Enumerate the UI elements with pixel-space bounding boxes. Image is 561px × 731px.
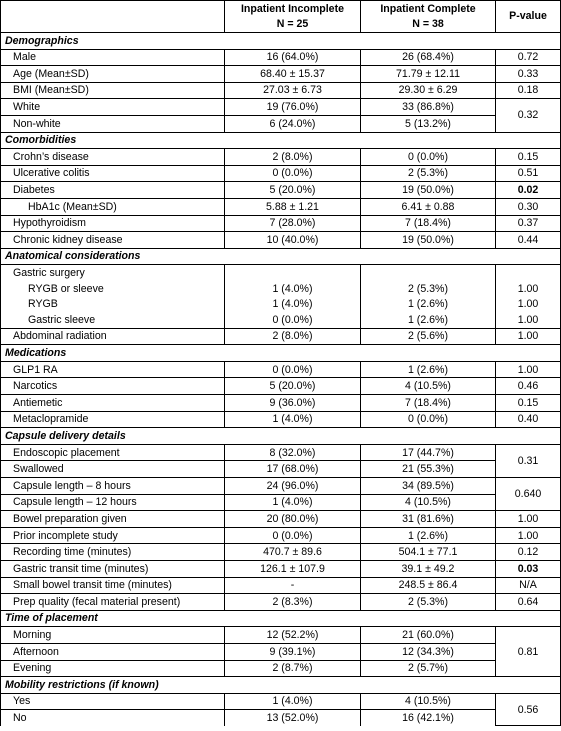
row-label: Narcotics	[1, 378, 225, 395]
incomplete-value: 2 (8.7%)	[225, 660, 361, 677]
row-label: Recording time (minutes)	[1, 544, 225, 561]
row-length-12h	[1, 494, 561, 511]
header-pvalue: P-value	[496, 1, 561, 33]
section-label: Anatomical considerations	[1, 248, 561, 265]
row-label: Chronic kidney disease	[1, 232, 225, 249]
row-label: Non-white	[1, 115, 225, 132]
complete-value: 1 (2.6%)	[361, 312, 496, 328]
section-comorbidities	[1, 132, 561, 149]
row-small-bowel-transit	[1, 577, 561, 594]
row-gastric-transit	[1, 561, 561, 578]
section-label: Capsule delivery details	[1, 428, 561, 445]
row-label: Antiemetic	[1, 395, 225, 412]
row-label: HbA1c (Mean±SD)	[1, 198, 225, 215]
incomplete-value: 1 (4.0%)	[225, 693, 361, 710]
row-label: Gastric surgery	[1, 265, 225, 281]
complete-value: 0 (0.0%)	[361, 149, 496, 166]
p-value: 1.00	[496, 281, 561, 297]
incomplete-value: 5.88 ± 1.21	[225, 198, 361, 215]
complete-value: 17 (44.7%)	[361, 444, 496, 461]
row-male	[1, 49, 561, 66]
row-prep-quality	[1, 594, 561, 611]
complete-value: 31 (81.6%)	[361, 511, 496, 528]
complete-value: 2 (5.3%)	[361, 594, 496, 611]
incomplete-value: 27.03 ± 6.73	[225, 82, 361, 99]
row-label: Ulcerative colitis	[1, 165, 225, 182]
p-value: 0.40	[496, 411, 561, 428]
header-incomplete	[225, 1, 361, 33]
complete-value: 248.5 ± 86.4	[361, 577, 496, 594]
row-label: Metaclopramide	[1, 411, 225, 428]
incomplete-value: 5 (20.0%)	[225, 182, 361, 199]
incomplete-value: 1 (4.0%)	[225, 494, 361, 511]
row-endoscopic	[1, 444, 561, 461]
p-value: 0.03	[496, 561, 561, 578]
row-hypothyroidism	[1, 215, 561, 232]
complete-value: 34 (89.5%)	[361, 478, 496, 495]
incomplete-value: 9 (36.0%)	[225, 395, 361, 412]
incomplete-value: 1 (4.0%)	[225, 281, 361, 297]
row-gastric-sleeve	[1, 312, 561, 328]
complete-value: 21 (55.3%)	[361, 461, 496, 478]
complete-value: 71.79 ± 12.11	[361, 66, 496, 83]
p-value: 0.56	[496, 693, 561, 726]
complete-value: 16 (42.1%)	[361, 710, 496, 726]
section-medications	[1, 345, 561, 362]
section-label: Demographics	[1, 33, 561, 50]
complete-value: 5 (13.2%)	[361, 115, 496, 132]
p-value: 0.15	[496, 395, 561, 412]
complete-value: 4 (10.5%)	[361, 494, 496, 511]
row-label: Bowel preparation given	[1, 511, 225, 528]
incomplete-value: 126.1 ± 107.9	[225, 561, 361, 578]
incomplete-value: 7 (28.0%)	[225, 215, 361, 232]
row-nonwhite	[1, 115, 561, 132]
row-bowel-prep	[1, 511, 561, 528]
incomplete-value: -	[225, 577, 361, 594]
header-incomplete-n: N = 25	[276, 17, 309, 30]
incomplete-value: 0 (0.0%)	[225, 165, 361, 182]
incomplete-value: 6 (24.0%)	[225, 115, 361, 132]
header-incomplete-title: Inpatient Incomplete	[240, 3, 344, 16]
incomplete-value: 1 (4.0%)	[225, 411, 361, 428]
p-value: 1.00	[496, 527, 561, 544]
section-label: Mobility restrictions (if known)	[1, 677, 561, 694]
complete-value: 504.1 ± 77.1	[361, 544, 496, 561]
row-afternoon	[1, 643, 561, 660]
row-white	[1, 99, 561, 116]
incomplete-value: 16 (64.0%)	[225, 49, 361, 66]
p-value: 0.46	[496, 378, 561, 395]
row-morning	[1, 627, 561, 644]
row-label: RYGB	[1, 297, 225, 313]
complete-value: 2 (5.6%)	[361, 328, 496, 345]
incomplete-value: 470.7 ± 89.6	[225, 544, 361, 561]
complete-value	[361, 265, 496, 281]
incomplete-value	[225, 265, 361, 281]
row-label: Capsule length – 8 hours	[1, 478, 225, 495]
row-label: Afternoon	[1, 643, 225, 660]
section-mobility	[1, 677, 561, 694]
complete-value: 1 (2.6%)	[361, 527, 496, 544]
incomplete-value: 2 (8.0%)	[225, 328, 361, 345]
complete-value: 12 (34.3%)	[361, 643, 496, 660]
complete-value: 19 (50.0%)	[361, 182, 496, 199]
row-abdominal-radiation	[1, 328, 561, 345]
row-label: Gastric sleeve	[1, 312, 225, 328]
p-value: 0.18	[496, 82, 561, 99]
p-value: 0.44	[496, 232, 561, 249]
p-value: 0.33	[496, 66, 561, 83]
complete-value: 2 (5.7%)	[361, 660, 496, 677]
row-label: GLP1 RA	[1, 361, 225, 378]
complete-value: 2 (5.3%)	[361, 165, 496, 182]
p-value: 1.00	[496, 511, 561, 528]
p-value: 0.32	[496, 99, 561, 132]
section-label: Time of placement	[1, 610, 561, 627]
row-metoclopramide	[1, 411, 561, 428]
section-label: Comorbidities	[1, 132, 561, 149]
incomplete-value: 2 (8.3%)	[225, 594, 361, 611]
row-label: Prep quality (fecal material present)	[1, 594, 225, 611]
incomplete-value: 5 (20.0%)	[225, 378, 361, 395]
incomplete-value: 13 (52.0%)	[225, 710, 361, 726]
incomplete-value: 10 (40.0%)	[225, 232, 361, 249]
row-label: Endoscopic placement	[1, 444, 225, 461]
row-glp1	[1, 361, 561, 378]
row-gastric-surgery	[1, 265, 561, 281]
row-mobility-no	[1, 710, 561, 726]
row-length-8h	[1, 478, 561, 495]
complete-value: 0 (0.0%)	[361, 411, 496, 428]
row-recording-time	[1, 544, 561, 561]
complete-value: 29.30 ± 6.29	[361, 82, 496, 99]
row-label: Age (Mean±SD)	[1, 66, 225, 83]
row-uc	[1, 165, 561, 182]
section-demographics	[1, 33, 561, 50]
complete-value: 7 (18.4%)	[361, 215, 496, 232]
p-value: 0.81	[496, 627, 561, 677]
p-value: 1.00	[496, 297, 561, 313]
p-value: 0.31	[496, 444, 561, 477]
complete-value: 19 (50.0%)	[361, 232, 496, 249]
row-antiemetic	[1, 395, 561, 412]
row-label: BMI (Mean±SD)	[1, 82, 225, 99]
row-label: Prior incomplete study	[1, 527, 225, 544]
row-evening	[1, 660, 561, 677]
p-value: 0.37	[496, 215, 561, 232]
row-swallowed	[1, 461, 561, 478]
row-label: Hypothyroidism	[1, 215, 225, 232]
row-rygb-or-sleeve	[1, 281, 561, 297]
p-value: N/A	[496, 577, 561, 594]
p-value: 0.30	[496, 198, 561, 215]
incomplete-value: 9 (39.1%)	[225, 643, 361, 660]
row-age	[1, 66, 561, 83]
p-value: 0.72	[496, 49, 561, 66]
section-label: Medications	[1, 345, 561, 362]
row-ckd	[1, 232, 561, 249]
row-rygb	[1, 297, 561, 313]
section-capsule-delivery	[1, 428, 561, 445]
header-blank	[1, 1, 225, 33]
row-hba1c	[1, 198, 561, 215]
incomplete-value: 20 (80.0%)	[225, 511, 361, 528]
header-row	[1, 1, 561, 33]
incomplete-value: 8 (32.0%)	[225, 444, 361, 461]
complete-value: 21 (60.0%)	[361, 627, 496, 644]
header-complete-title: Inpatient Complete	[380, 3, 476, 16]
row-label: Capsule length – 12 hours	[1, 494, 225, 511]
p-value: 1.00	[496, 312, 561, 328]
p-value	[496, 265, 561, 281]
incomplete-value: 19 (76.0%)	[225, 99, 361, 116]
incomplete-value: 0 (0.0%)	[225, 312, 361, 328]
p-value: 1.00	[496, 328, 561, 345]
complete-value: 6.41 ± 0.88	[361, 198, 496, 215]
p-value: 0.02	[496, 182, 561, 199]
row-prior-incomplete	[1, 527, 561, 544]
complete-value: 4 (10.5%)	[361, 378, 496, 395]
section-anatomical	[1, 248, 561, 265]
incomplete-value: 1 (4.0%)	[225, 297, 361, 313]
p-value: 1.00	[496, 361, 561, 378]
row-label: White	[1, 99, 225, 116]
row-label: Small bowel transit time (minutes)	[1, 577, 225, 594]
p-value: 0.64	[496, 594, 561, 611]
incomplete-value: 24 (96.0%)	[225, 478, 361, 495]
row-label: Gastric transit time (minutes)	[1, 561, 225, 578]
complete-value: 2 (5.3%)	[361, 281, 496, 297]
row-label: Morning	[1, 627, 225, 644]
complete-value: 26 (68.4%)	[361, 49, 496, 66]
header-complete-n: N = 38	[412, 17, 444, 30]
incomplete-value: 0 (0.0%)	[225, 361, 361, 378]
p-value: 0.15	[496, 149, 561, 166]
p-value: 0.51	[496, 165, 561, 182]
row-label: Male	[1, 49, 225, 66]
row-label: No	[1, 710, 225, 726]
p-value: 0.640	[496, 478, 561, 511]
header-complete	[361, 1, 496, 33]
row-label: Yes	[1, 693, 225, 710]
incomplete-value: 2 (8.0%)	[225, 149, 361, 166]
row-label: Crohn’s disease	[1, 149, 225, 166]
row-label: Diabetes	[1, 182, 225, 199]
complete-value: 1 (2.6%)	[361, 361, 496, 378]
complete-value: 33 (86.8%)	[361, 99, 496, 116]
complete-value: 4 (10.5%)	[361, 693, 496, 710]
row-label: Evening	[1, 660, 225, 677]
incomplete-value: 0 (0.0%)	[225, 527, 361, 544]
row-crohns	[1, 149, 561, 166]
section-time-of-placement	[1, 610, 561, 627]
p-value: 0.12	[496, 544, 561, 561]
row-diabetes	[1, 182, 561, 199]
row-bmi	[1, 82, 561, 99]
incomplete-value: 12 (52.2%)	[225, 627, 361, 644]
row-label: RYGB or sleeve	[1, 281, 225, 297]
row-mobility-yes	[1, 693, 561, 710]
row-label: Abdominal radiation	[1, 328, 225, 345]
row-narcotics	[1, 378, 561, 395]
complete-value: 39.1 ± 49.2	[361, 561, 496, 578]
incomplete-value: 17 (68.0%)	[225, 461, 361, 478]
complete-value: 7 (18.4%)	[361, 395, 496, 412]
row-label: Swallowed	[1, 461, 225, 478]
complete-value: 1 (2.6%)	[361, 297, 496, 313]
incomplete-value: 68.40 ± 15.37	[225, 66, 361, 83]
